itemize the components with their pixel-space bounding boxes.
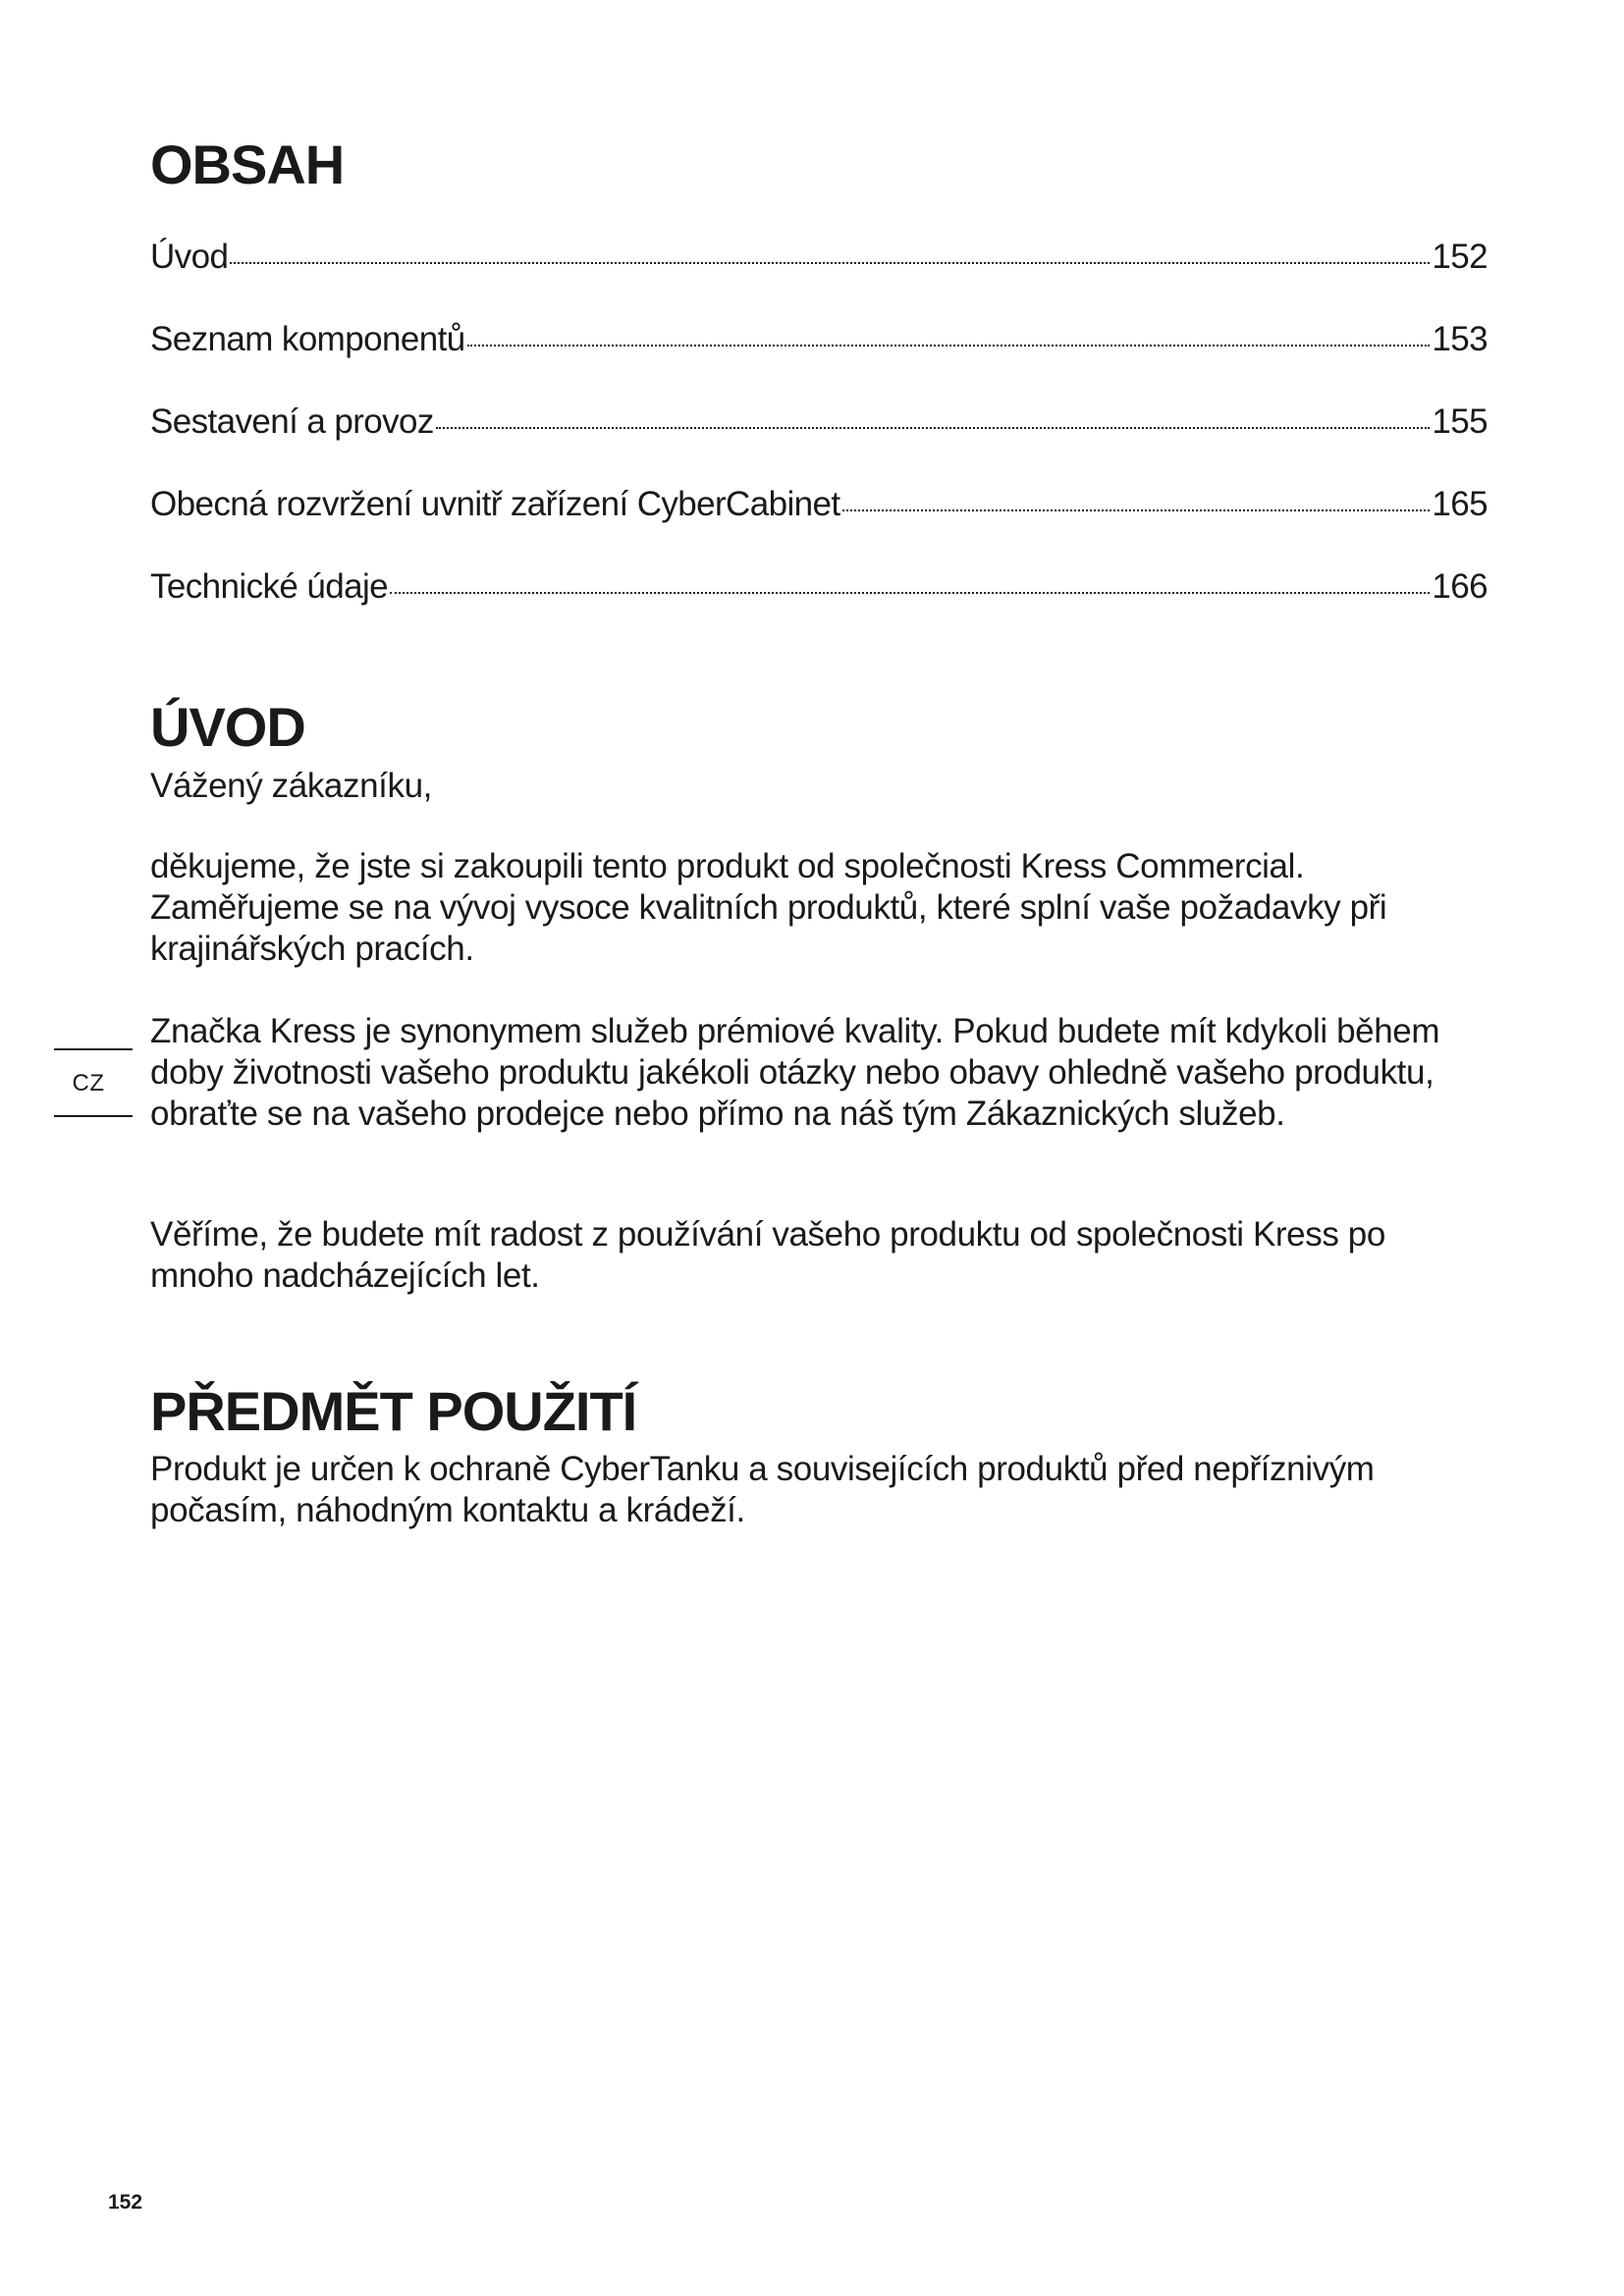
- toc-dot-leader: [230, 262, 1430, 264]
- language-tab-label: CZ: [72, 1070, 105, 1096]
- toc-dot-leader: [467, 345, 1431, 347]
- intended-use-paragraph: Produkt je určen k ochraně CyberTanku a souvisejících produktů před nepříznivým počasím, náhodným kontaktu a krádeží.: [150, 1450, 1375, 1529]
- toc-heading: OBSAH: [150, 133, 345, 195]
- toc-entry[interactable]: [150, 320, 1488, 402]
- toc-entry[interactable]: [150, 402, 1488, 485]
- toc-dot-leader: [390, 592, 1430, 594]
- language-tab-top-rule: [54, 1048, 133, 1050]
- language-tab: [54, 1048, 133, 1115]
- intro-paragraph-1: děkujeme, že jste si zakoupili tento produkt od společnosti Kress Commercial. Zaměřujeme se na vývoj vysoce kvalitních produktů, které splní vaše požadavky při krajinářských pracích.: [150, 847, 1387, 968]
- intro-heading: ÚVOD: [150, 696, 305, 758]
- toc-entry-label: Sestavení a provoz: [150, 402, 434, 441]
- intro-greeting: Vážený zákazníku,: [150, 767, 432, 805]
- intended-use-heading: PŘEDMĚT POUŽITÍ: [150, 1380, 637, 1442]
- table-of-contents: [150, 238, 1488, 650]
- toc-dot-leader: [436, 427, 1431, 429]
- language-tab-bottom-rule: [54, 1115, 133, 1117]
- toc-entry[interactable]: [150, 567, 1488, 650]
- toc-entry[interactable]: [150, 238, 1488, 320]
- toc-entry-page: 165: [1432, 485, 1488, 523]
- toc-entry[interactable]: [150, 485, 1488, 567]
- toc-entry-page: 152: [1432, 238, 1488, 276]
- toc-entry-label: Seznam komponentů: [150, 320, 465, 358]
- intro-paragraph-3: Věříme, že budete mít radost z používání vašeho produktu od společnosti Kress po mnoho nadcházejících let.: [150, 1215, 1385, 1295]
- toc-entry-page: 155: [1432, 402, 1488, 441]
- toc-entry-label: Obecná rozvržení uvnitř zařízení CyberCabinet: [150, 485, 840, 523]
- toc-entry-label: Technické údaje: [150, 567, 388, 606]
- intro-paragraph-2: Značka Kress je synonymem služeb prémiové kvality. Pokud budete mít kdykoli během doby životnosti vašeho produktu jakékoli otázky nebo obavy ohledně vašeho produktu, obraťte se na vašeho prodejce nebo přímo na náš tým Zákaznických služeb.: [150, 1012, 1440, 1133]
- toc-entry-label: Úvod: [150, 238, 229, 276]
- toc-entry-page: 153: [1432, 320, 1488, 358]
- page-number: 152: [108, 2191, 143, 2214]
- toc-entry-page: 166: [1432, 567, 1488, 606]
- toc-dot-leader: [842, 509, 1431, 511]
